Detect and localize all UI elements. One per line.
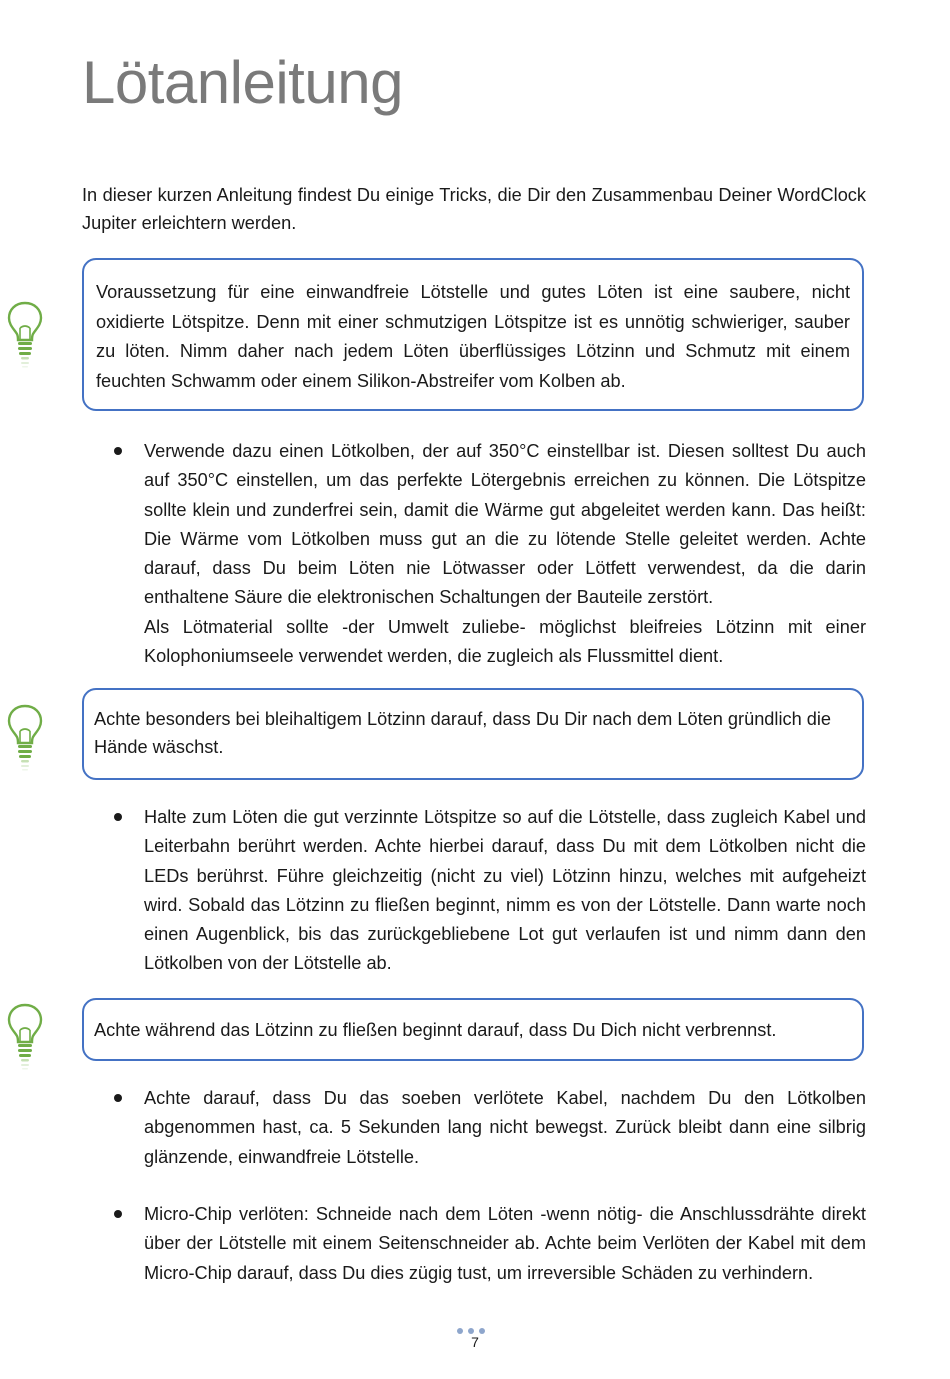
intro-paragraph: In dieser kurzen Anleitung findest Du einige Tricks, die Dir den Zusammenbau Deiner WordClock Jupiter erleichtern werden. bbox=[82, 185, 866, 233]
list-item bbox=[144, 1200, 866, 1288]
bullet-marker bbox=[114, 447, 122, 455]
lightbulb-icon bbox=[6, 703, 44, 777]
bullet-marker bbox=[114, 813, 122, 821]
tip-callout-burn-warning bbox=[82, 998, 864, 1061]
list-item-text-continued: Als Lötmaterial sollte -der Umwelt zuliebe- möglichst bleifreies Lötzinn mit einer Kolophoniumseele verwendet werden, die zugleich als Flussmittel dient. bbox=[144, 616, 866, 667]
page-title: Lötanleitung bbox=[82, 49, 403, 116]
list-item bbox=[144, 803, 866, 979]
page-number: 7 bbox=[471, 1334, 479, 1350]
list-item bbox=[144, 437, 866, 671]
list-item-text: Halte zum Löten die gut verzinnte Lötspitze so auf die Lötstelle, dass zugleich Kabel und Leiterbahn berührt werden. Achte hierbei darauf, dass Du mit dem Lötkolben nicht die LEDs berührst. Führe gleichzeitig (nicht zu viel) Lötzinn hinzu, welches mit aufgeheizt wird. Sobald das Lötzinn zu fließen beginnt, nimm es von der Lötstelle. Dann warte noch einen Augenblick, bis das zurückgebliebene Lot gut verlaufen ist und nimm dann den Lötkolben von der Lötstelle ab. bbox=[144, 807, 866, 974]
tip-callout-clean-tip bbox=[82, 258, 864, 411]
bullet-marker bbox=[114, 1094, 122, 1102]
callout-text: Achte besonders bei bleihaltigem Lötzinn darauf, dass Du Dir nach dem Löten gründlich die Hände wäschst. bbox=[94, 709, 832, 757]
list-item-text: Verwende dazu einen Lötkolben, der auf 350°C einstellbar ist. Diesen solltest Du auch auf 350°C einstellen, um das perfekte Lötergebnis erreichen zu können. Die Lötspitze sollte klein und zunderfrei sein, damit die Wärme gut abgeleitet werden kann. Das heißt: Die Wärme vom Lötkolben muss gut an die zu lötende Stelle geleitet werden. Achte darauf, dass Du beim Löten nie Lötwasser oder Lötfett verwendest, da die darin enthaltene Säure die elektronischen Schaltungen der Bauteile zerstört. bbox=[144, 441, 866, 608]
bullet-marker bbox=[114, 1210, 122, 1218]
lightbulb-icon bbox=[6, 1002, 44, 1076]
tip-callout-wash-hands bbox=[82, 688, 864, 780]
list-item-text: Achte darauf, dass Du das soeben verlötete Kabel, nachdem Du den Lötkolben abgenommen hast, ca. 5 Sekunden lang nicht bewegst. Zurück bleibt dann eine silbrig glänzende, einwandfreie Lötstelle. bbox=[144, 1088, 866, 1167]
callout-text: Achte während das Lötzinn zu fließen beginnt darauf, dass Du Dich nicht verbrennst. bbox=[94, 1020, 777, 1040]
lightbulb-icon bbox=[6, 300, 44, 374]
list-item-text: Micro-Chip verlöten: Schneide nach dem Löten -wenn nötig- die Anschlussdrähte direkt über der Lötstelle mit einem Seitenschneider ab. Achte beim Verlöten der Kabel mit dem Micro-Chip darauf, dass Du dies zügig tust, um irreversible Schäden zu verhindern. bbox=[144, 1204, 866, 1283]
list-item bbox=[144, 1084, 866, 1172]
callout-text: Voraussetzung für eine einwandfreie Lötstelle und gutes Löten ist eine saubere, nicht oxidierte Lötspitze. Denn mit einer schmutzigen Lötspitze ist es unnötig schwieriger, sauber zu löten. Nimm daher nach jedem Löten überflüssiges Lötzinn und Schmutz mit einem feuchten Schwamm oder einem Silikon-Abstreifer vom Kolben ab. bbox=[96, 282, 850, 391]
